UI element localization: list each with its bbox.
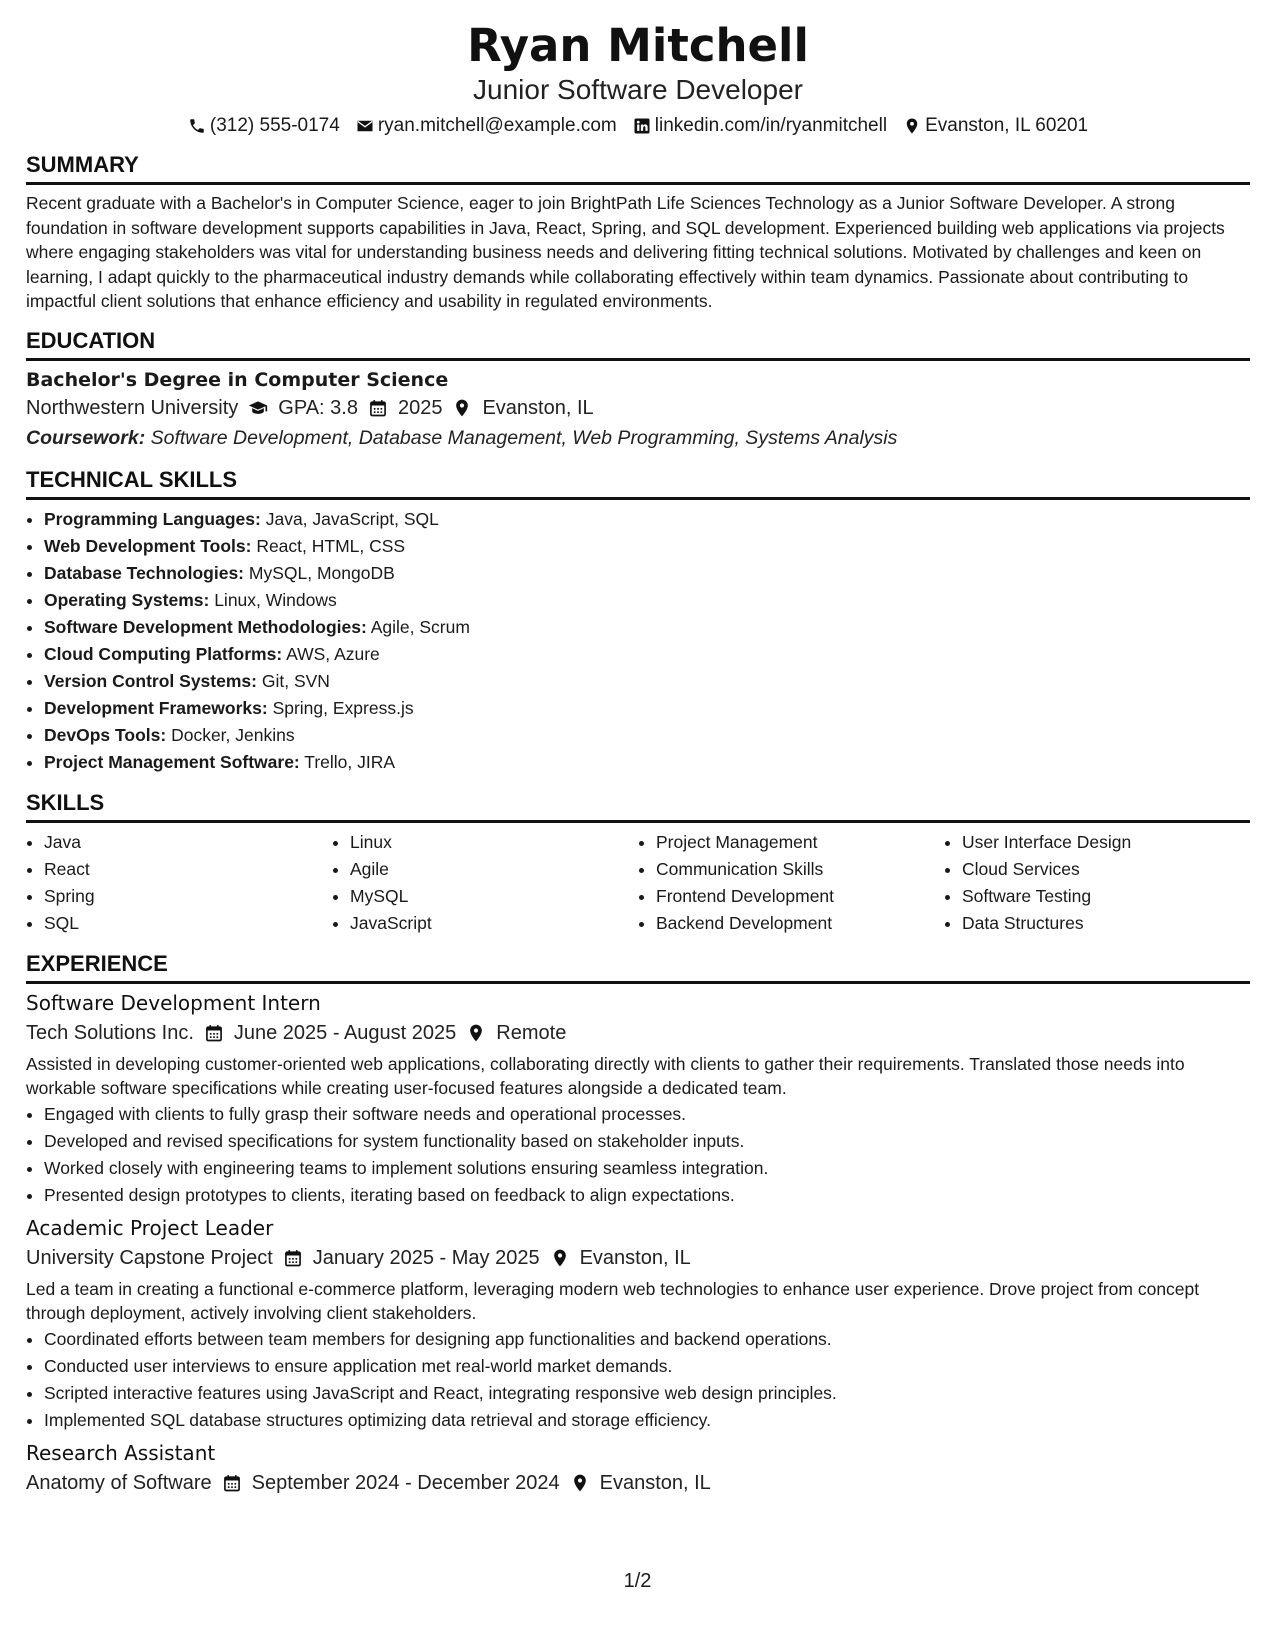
- job-org: Tech Solutions Inc.: [26, 1021, 194, 1044]
- job-title: Software Development Intern: [26, 990, 321, 1015]
- resume-header: [26, 18, 1250, 138]
- technical-skills-list: [26, 506, 1250, 776]
- skill-values: Java, JavaScript, SQL: [265, 508, 439, 529]
- contact-linkedin[interactable]: [633, 114, 887, 138]
- list-item: • Engaged with clients to fully grasp their software needs and operational processes.: [44, 1101, 1250, 1128]
- list-item: • Presented design prototypes to clients, iterating based on feedback to align expectations.: [44, 1182, 1250, 1209]
- skill-category: Project Management Software:: [44, 751, 300, 772]
- job-entry: [26, 988, 1250, 1209]
- contact-email[interactable]: [356, 114, 617, 138]
- linkedin-text: linkedin.com/in/ryanmitchell: [654, 115, 888, 136]
- list-item: [44, 695, 1250, 722]
- list-item: [44, 668, 1250, 695]
- technical-skills-section: [26, 467, 1250, 776]
- skill-category: Database Technologies:: [44, 562, 245, 583]
- location-text: Evanston, IL 60201: [925, 115, 1089, 136]
- job-org: Anatomy of Software: [26, 1471, 212, 1494]
- coursework-label: Coursework:: [26, 426, 146, 449]
- skill-item: • React: [44, 856, 332, 883]
- list-item: [44, 749, 1250, 776]
- linkedin-icon: [633, 117, 651, 135]
- page-number: 1/2: [623, 1570, 652, 1592]
- skill-item: • Spring: [44, 883, 332, 910]
- job-dates: September 2024 - December 2024: [251, 1471, 560, 1494]
- skill-values: Spring, Express.js: [272, 697, 414, 718]
- skill-item: • MySQL: [350, 883, 638, 910]
- graduation-year: 2025: [397, 396, 443, 419]
- map-marker-icon: [452, 398, 472, 418]
- skill-item: • Frontend Development: [656, 883, 944, 910]
- list-item: [44, 533, 1250, 560]
- job-description: Assisted in developing customer-oriented web applications, collaborating directly with clients to gather their requirements. Translated those needs into workable software specifications while creating user-focused features alongside a dedicated team.: [26, 1053, 1185, 1098]
- job-title: Research Assistant: [26, 1440, 216, 1465]
- skill-item: • Project Management: [656, 829, 944, 856]
- list-item: [44, 506, 1250, 533]
- education-section: [26, 328, 1250, 453]
- skills-column: [638, 829, 944, 937]
- calendar-icon: [368, 398, 388, 418]
- job-dates: January 2025 - May 2025: [312, 1246, 540, 1269]
- skill-item: • JavaScript: [350, 910, 638, 937]
- summary-text: Recent graduate with a Bachelor's in Computer Science, eager to join BrightPath Life Sciences Technology as a Junior Software Developer. A strong foundation in software development supports capabilities in Java, React, Spring, and SQL development. Experienced building web applications via projects where engaging stakeholders was vital for understanding business needs and delivering fitting technical solutions. Motivated by challenges and keen on learning, I adapt quickly to the pharmaceutical industry demands while collaborating effectively within team dynamics. Passionate about contributing to impactful client solutions that enhance efficiency and usability in regulated environments.: [26, 193, 1225, 311]
- skills-heading: SKILLS: [26, 790, 1250, 823]
- calendar-icon: [204, 1023, 224, 1043]
- skill-values: AWS, Azure: [286, 643, 380, 664]
- job-org: University Capstone Project: [26, 1246, 273, 1269]
- skill-category: Web Development Tools:: [44, 535, 252, 556]
- contact-location: [903, 114, 1088, 138]
- skills-column: [26, 829, 332, 937]
- skill-values: React, HTML, CSS: [256, 535, 406, 556]
- coursework-list: Software Development, Database Management, Web Programming, Systems Analysis: [150, 426, 898, 449]
- skill-category: Operating Systems:: [44, 589, 210, 610]
- skill-category: Cloud Computing Platforms:: [44, 643, 283, 664]
- school-name: Northwestern University: [26, 396, 239, 419]
- skill-item: • User Interface Design: [962, 829, 1250, 856]
- skill-values: Git, SVN: [261, 670, 330, 691]
- candidate-title: Junior Software Developer: [473, 74, 803, 105]
- envelope-icon: [356, 117, 374, 135]
- job-location: Remote: [496, 1021, 567, 1044]
- phone-text: (312) 555-0174: [209, 115, 340, 136]
- job-meta: [26, 1468, 1250, 1498]
- candidate-name: Ryan Mitchell: [467, 19, 809, 72]
- job-bullets: [26, 1326, 1250, 1434]
- list-item: • Coordinated efforts between team members for designing app functionalities and backend operations.: [44, 1326, 1250, 1353]
- summary-section: [26, 152, 1250, 314]
- skills-grid: [26, 829, 1250, 937]
- graduation-cap-icon: [248, 398, 268, 418]
- calendar-icon: [283, 1248, 303, 1268]
- contact-bar: [26, 114, 1250, 138]
- gpa-text: GPA: 3.8: [278, 396, 358, 419]
- list-item: • Worked closely with engineering teams to implement solutions ensuring seamless integration.: [44, 1155, 1250, 1182]
- skill-values: Trello, JIRA: [304, 751, 396, 772]
- list-item: [44, 722, 1250, 749]
- list-item: [44, 614, 1250, 641]
- technical-skills-heading: TECHNICAL SKILLS: [26, 467, 1250, 500]
- skill-item: • Linux: [350, 829, 638, 856]
- skill-category: Development Frameworks:: [44, 697, 268, 718]
- skill-values: MySQL, MongoDB: [248, 562, 395, 583]
- list-item: • Developed and revised specifications for system functionality based on stakeholder inputs.: [44, 1128, 1250, 1155]
- job-entry: [26, 1438, 1250, 1498]
- skill-category: Version Control Systems:: [44, 670, 257, 691]
- skill-item: • Data Structures: [962, 910, 1250, 937]
- email-text: ryan.mitchell@example.com: [377, 115, 617, 136]
- resume-page: [26, 18, 1250, 1498]
- experience-heading: EXPERIENCE: [26, 951, 1250, 984]
- job-meta: [26, 1243, 1250, 1273]
- map-marker-icon: [466, 1023, 486, 1043]
- skill-values: Agile, Scrum: [370, 616, 470, 637]
- coursework-line: [26, 423, 1250, 453]
- list-item: • Scripted interactive features using JavaScript and React, integrating responsive web design principles.: [44, 1380, 1250, 1407]
- skill-category: Software Development Methodologies:: [44, 616, 367, 637]
- skill-item: • Agile: [350, 856, 638, 883]
- list-item: [44, 587, 1250, 614]
- list-item: [44, 560, 1250, 587]
- map-marker-icon: [903, 117, 921, 135]
- job-bullets: [26, 1101, 1250, 1209]
- job-title: Academic Project Leader: [26, 1215, 274, 1240]
- skills-column: [332, 829, 638, 937]
- skill-item: • SQL: [44, 910, 332, 937]
- skill-item: • Software Testing: [962, 883, 1250, 910]
- skills-section: [26, 790, 1250, 937]
- skill-item: • Java: [44, 829, 332, 856]
- calendar-icon: [222, 1473, 242, 1493]
- skills-column: [944, 829, 1250, 937]
- job-entry: [26, 1213, 1250, 1434]
- education-heading: EDUCATION: [26, 328, 1250, 361]
- experience-section: [26, 951, 1250, 1498]
- skill-item: • Backend Development: [656, 910, 944, 937]
- job-location: Evanston, IL: [579, 1246, 691, 1269]
- summary-heading: SUMMARY: [26, 152, 1250, 185]
- degree-title: Bachelor's Degree in Computer Science: [26, 368, 449, 391]
- education-meta: [26, 393, 1250, 423]
- skill-category: DevOps Tools:: [44, 724, 167, 745]
- job-location: Evanston, IL: [599, 1471, 711, 1494]
- list-item: • Conducted user interviews to ensure application met real-world market demands.: [44, 1353, 1250, 1380]
- list-item: [44, 641, 1250, 668]
- job-meta: [26, 1018, 1250, 1048]
- skill-item: • Cloud Services: [962, 856, 1250, 883]
- phone-icon: [188, 117, 206, 135]
- map-marker-icon: [570, 1473, 590, 1493]
- job-description: Led a team in creating a functional e-commerce platform, leveraging modern web technologies to enhance user experience. Drove project from concept through deployment, actively involving client stakeholders.: [26, 1278, 1200, 1323]
- skill-values: Linux, Windows: [214, 589, 337, 610]
- skill-item: • Communication Skills: [656, 856, 944, 883]
- skill-values: Docker, Jenkins: [171, 724, 295, 745]
- map-marker-icon: [550, 1248, 570, 1268]
- skill-category: Programming Languages:: [44, 508, 261, 529]
- job-dates: June 2025 - August 2025: [233, 1021, 457, 1044]
- list-item: • Implemented SQL database structures optimizing data retrieval and storage efficiency.: [44, 1407, 1250, 1434]
- education-location: Evanston, IL: [482, 396, 594, 419]
- contact-phone[interactable]: [188, 114, 340, 138]
